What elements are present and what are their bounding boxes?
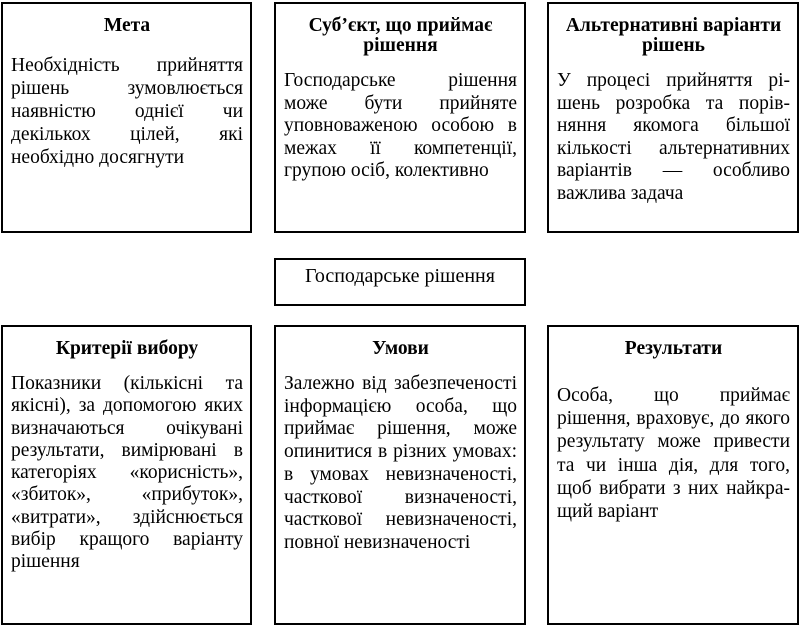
criteria-text: Показники (кількісні та якісні), за допомогою яких визначаються очікувані результати, вимірювані в категоріях «корисність», «збиток», «прибуток», «витрати», здійснюється вибір кращого варіанту рішення (11, 373, 243, 573)
alternatives-text: У процесі прийняття рішень розробка та порівняння якомога більшої кількості альтернативних варіантів — особливо важлива задача (557, 70, 790, 204)
conditions-box (274, 325, 526, 625)
conditions-title: Умови (372, 338, 429, 359)
conditions-text: Залежно від забезпеченості інформацією особа, що приймає рішення, може опинитися в різних умовах: в умовах невизначеності, часткової визначеності, часткової невизначеності, повної невизначеності (284, 373, 517, 553)
criteria-title: Критерії вибору (55, 338, 199, 359)
subject-box (274, 2, 526, 233)
subject-title: Суб’єкт, що приймає рішення (308, 15, 493, 56)
central-concept-label: Господарське рішення (305, 265, 495, 287)
goal-title: Мета (103, 15, 151, 36)
goal-box (1, 2, 252, 233)
criteria-box (1, 325, 252, 625)
results-title: Результати (624, 338, 723, 359)
alternatives-box (547, 2, 799, 233)
alternatives-title: Альтернативні варіанти рішень (565, 15, 782, 56)
results-text: Особа, що приймає рішення, враховує, до якого результату може привести та чи інша дія, для того, щоб вибрати з них найкращий варіант (557, 385, 790, 523)
central-concept-box (274, 258, 526, 306)
subject-text: Господарське рішення може бути прийняте уповноваженою особою в межах її компетенції, групою осіб, колективно (284, 70, 517, 182)
results-box (547, 325, 799, 625)
goal-text: Необхідність прийняття рішень зумовлюється наявністю однієї чи декількох цілей, які необхідно досягнути (11, 55, 243, 168)
